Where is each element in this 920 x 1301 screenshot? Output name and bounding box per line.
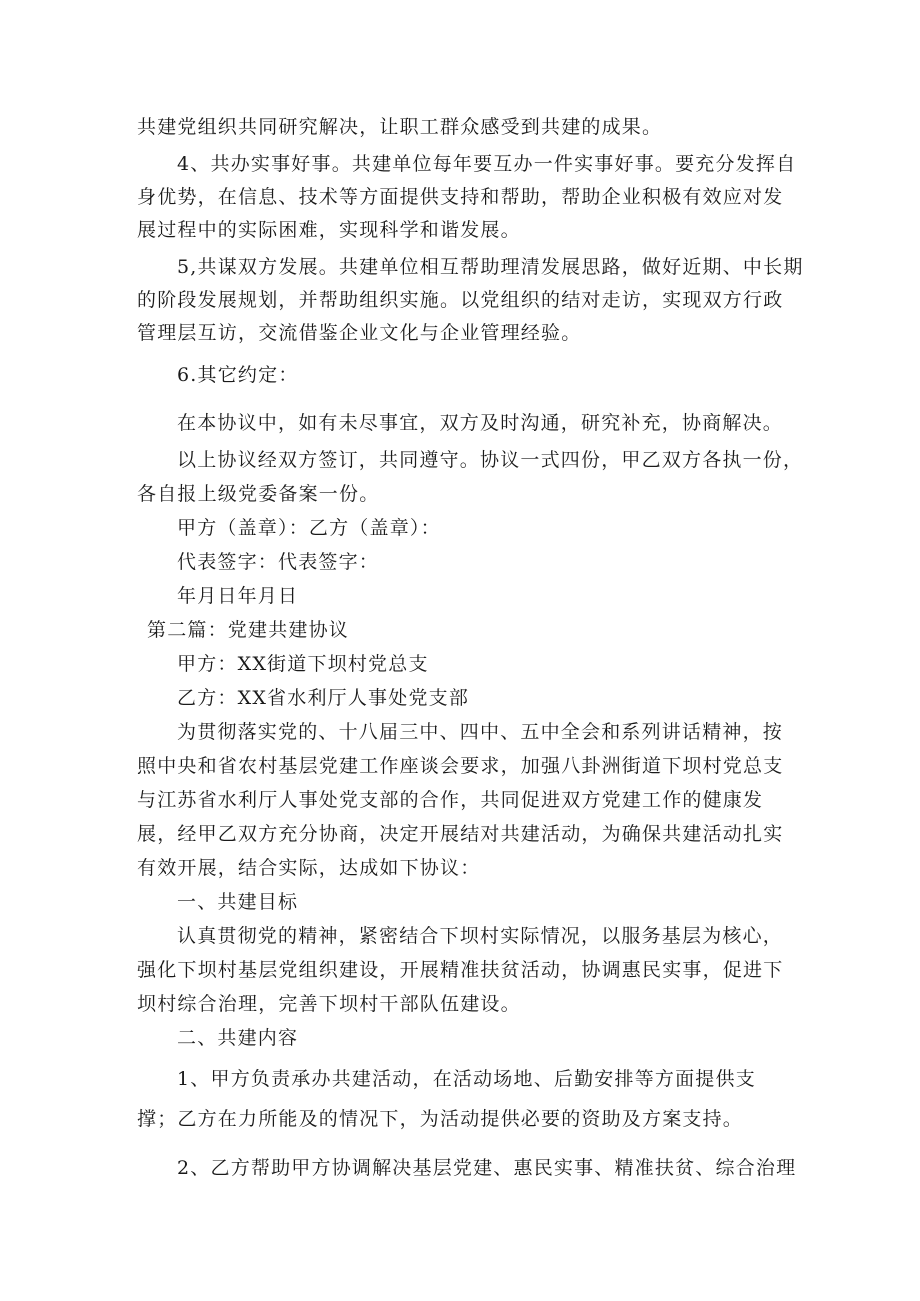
- text-line: 身优势，在信息、技术等方面提供支持和帮助，帮助企业积极有效应对发: [137, 186, 784, 208]
- text-line: 为贯彻落实党的、十八届三中、四中、五中全会和系列讲话精神，按: [177, 721, 784, 743]
- party-a-line: 甲方：XX街道下坝村党总支: [177, 653, 429, 675]
- text-line: 强化下坝村基层党组织建设，开展精准扶贫活动，协调惠民实事，促进下: [137, 959, 784, 981]
- text-line: 1、甲方负责承办共建活动，在活动场地、后勤安排等方面提供支: [177, 1068, 756, 1090]
- party-b-line: 乙方：XX省水利厅人事处党支部: [177, 687, 470, 709]
- text-line: 共建党组织共同研究解决，让职工群众感受到共建的成果。: [137, 116, 663, 138]
- section-heading: 二、共建内容: [177, 1027, 299, 1049]
- text-line: 展过程中的实际困难，实现科学和谐发展。: [137, 219, 521, 241]
- text-line: 坝村综合治理，完善下坝村干部队伍建设。: [137, 993, 521, 1015]
- text-line: 认真贯彻党的精神，紧密结合下坝村实际情况，以服务基层为核心，: [177, 925, 784, 947]
- text-line: 与江苏省水利厅人事处党支部的合作，共同促进双方党建工作的健康发: [137, 789, 764, 811]
- section-heading: 6.其它约定：: [177, 364, 299, 386]
- text-line: 照中央和省农村基层党建工作座谈会要求，加强八卦洲街道下坝村党总支: [137, 755, 784, 777]
- text-line: 5,共谋双方发展。共建单位相互帮助理清发展思路，做好近期、中长期: [177, 256, 804, 278]
- signature-line: 甲方（盖章）：乙方（盖章）：: [177, 517, 441, 539]
- text-line: 2、乙方帮助甲方协调解决基层党建、惠民实事、精准扶贫、综合治理: [177, 1157, 797, 1179]
- section-heading: 一、共建目标: [177, 891, 299, 913]
- text-line: 在本协议中，如有未尽事宜，双方及时沟通，研究补充，协商解决。: [177, 412, 784, 434]
- chapter-title: 第二篇：党建共建协议: [147, 619, 350, 641]
- text-line: 撑；乙方在力所能及的情况下，为活动提供必要的资助及方案支持。: [137, 1108, 744, 1130]
- text-line: 展，经甲乙双方充分协商，决定开展结对共建活动，为确保共建活动扎实: [137, 823, 784, 845]
- signature-line: 代表签字：代表签字：: [177, 551, 380, 573]
- text-line: 各自报上级党委备案一份。: [137, 483, 380, 505]
- text-line: 以上协议经双方签订，共同遵守。协议一式四份，甲乙双方各执一份，: [177, 449, 804, 471]
- date-line: 年月日年月日: [177, 585, 299, 607]
- text-line: 的阶段发展规划，并帮助组织实施。以党组织的结对走访，实现双方行政: [137, 289, 784, 311]
- text-line: 4、共办实事好事。共建单位每年要互办一件实事好事。要充分发挥自: [177, 153, 797, 175]
- text-line: 有效开展，结合实际，达成如下协议：: [137, 857, 481, 879]
- text-line: 管理层互访，交流借鉴企业文化与企业管理经验。: [137, 322, 582, 344]
